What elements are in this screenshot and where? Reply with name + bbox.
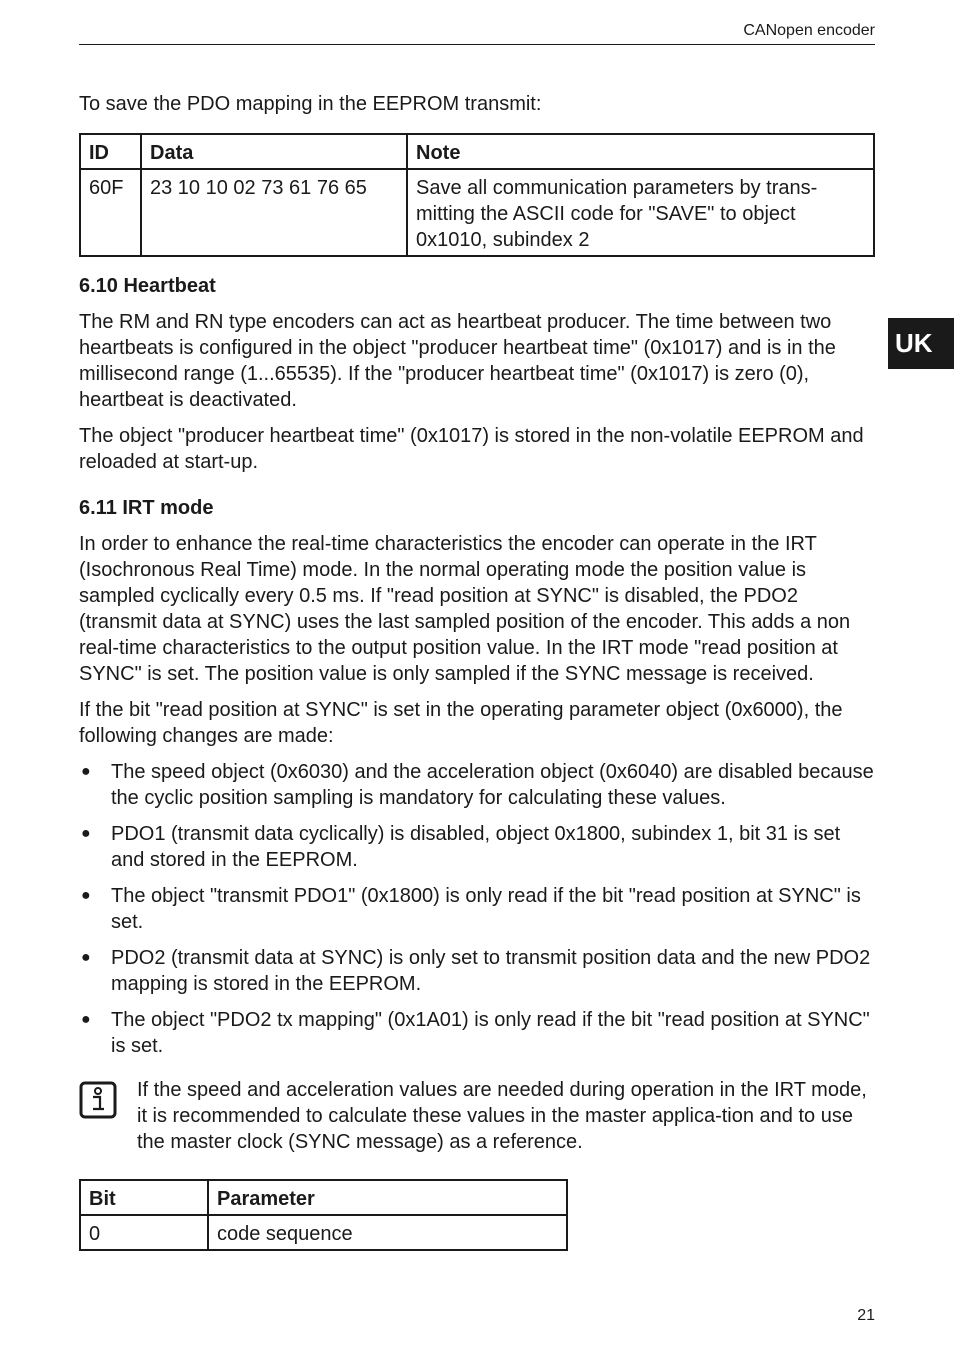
pdo-save-table xyxy=(79,133,875,257)
col-header-note: Note xyxy=(407,134,874,169)
cell-data: 23 10 10 02 73 61 76 65 xyxy=(141,169,407,256)
paragraph: The RM and RN type encoders can act as heartbeat producer. The time between two heartbeats is configured in the object "producer heartbeat time" (0x1017) and is in the millisecond range (1...65535). If the "producer heartbeat time" (0x1017) is zero (0), heartbeat is deactivated. xyxy=(79,311,836,411)
paragraph: In order to enhance the real-time characteristics the encoder can operate in the IRT (Isochronous Real Time) mode. In the normal operating mode the position value is sampled cyclically every 0.5 ms. If "read position at SYNC" is disabled, the PDO2 (transmit data at SYNC) uses the last sampled position of the encoder. This adds a non real-time characteristics to the output position value. In the IRT mode "read position at SYNC" is set. The position value is only sampled if the SYNC message is received. xyxy=(79,533,851,685)
page-number: 21 xyxy=(857,1307,875,1324)
list-item xyxy=(79,883,875,935)
note-text: If the speed and acceleration values are needed during operation in the IRT mode, it is recommended to calculate these values in the master applica-tion and to use the master clock (SYNC message) as a reference. xyxy=(137,1079,867,1153)
list-item xyxy=(79,945,875,997)
table-header-row xyxy=(80,1180,567,1215)
col-header-parameter: Parameter xyxy=(208,1180,567,1215)
list-item xyxy=(79,759,875,811)
paragraph: If the bit "read position at SYNC" is set in the operating parameter object (0x6000), the following changes are made: xyxy=(79,699,843,747)
info-note xyxy=(79,1077,875,1155)
bullet-icon: ● xyxy=(81,825,91,842)
cell-note: Save all communication parameters by trans-mitting the ASCII code for "SAVE" to object 0x1010, subindex 2 xyxy=(407,169,874,256)
cell-bit: 0 xyxy=(80,1215,208,1250)
list-item-text: The object "transmit PDO1" (0x1800) is only read if the bit "read position at SYNC" is set. xyxy=(111,885,861,933)
table-header-row xyxy=(80,134,874,169)
intro-text: To save the PDO mapping in the EEPROM transmit: xyxy=(79,93,542,115)
bit-parameter-table xyxy=(79,1179,568,1251)
running-header-title: CANopen encoder xyxy=(743,22,875,39)
bullet-icon: ● xyxy=(81,1011,91,1028)
list-item xyxy=(79,1007,875,1059)
col-header-data: Data xyxy=(141,134,407,169)
list-item-text: The object "PDO2 tx mapping" (0x1A01) is only read if the bit "read position at SYNC" is set. xyxy=(111,1009,870,1057)
section-heading-heartbeat: 6.10 Heartbeat xyxy=(79,275,216,297)
cell-id: 60F xyxy=(80,169,141,256)
col-header-bit: Bit xyxy=(80,1180,208,1215)
list-item-text: PDO1 (transmit data cyclically) is disabled, object 0x1800, subindex 1, bit 31 is set and stored in the EEPROM. xyxy=(111,823,841,871)
bullet-icon: ● xyxy=(81,763,91,780)
table-row xyxy=(80,169,874,256)
header-rule xyxy=(79,44,875,45)
list-item-text: The speed object (0x6030) and the acceleration object (0x6040) are disabled because the cyclic position sampling is mandatory for calculating these values. xyxy=(111,761,874,809)
changes-list xyxy=(79,759,875,1059)
bullet-icon: ● xyxy=(81,887,91,904)
language-tab-uk: UK xyxy=(888,318,954,369)
page-content xyxy=(79,91,875,1251)
list-item-text: PDO2 (transmit data at SYNC) is only set to transmit position data and the new PDO2 mapping is stored in the EEPROM. xyxy=(111,947,871,995)
section-heading-irt-mode: 6.11 IRT mode xyxy=(79,497,214,519)
cell-parameter: code sequence xyxy=(208,1215,567,1250)
info-icon xyxy=(79,1081,117,1119)
bullet-icon: ● xyxy=(81,949,91,966)
table-row xyxy=(80,1215,567,1250)
col-header-id: ID xyxy=(80,134,141,169)
paragraph: The object "producer heartbeat time" (0x1017) is stored in the non-volatile EEPROM and reloaded at start-up. xyxy=(79,425,864,473)
list-item xyxy=(79,821,875,873)
